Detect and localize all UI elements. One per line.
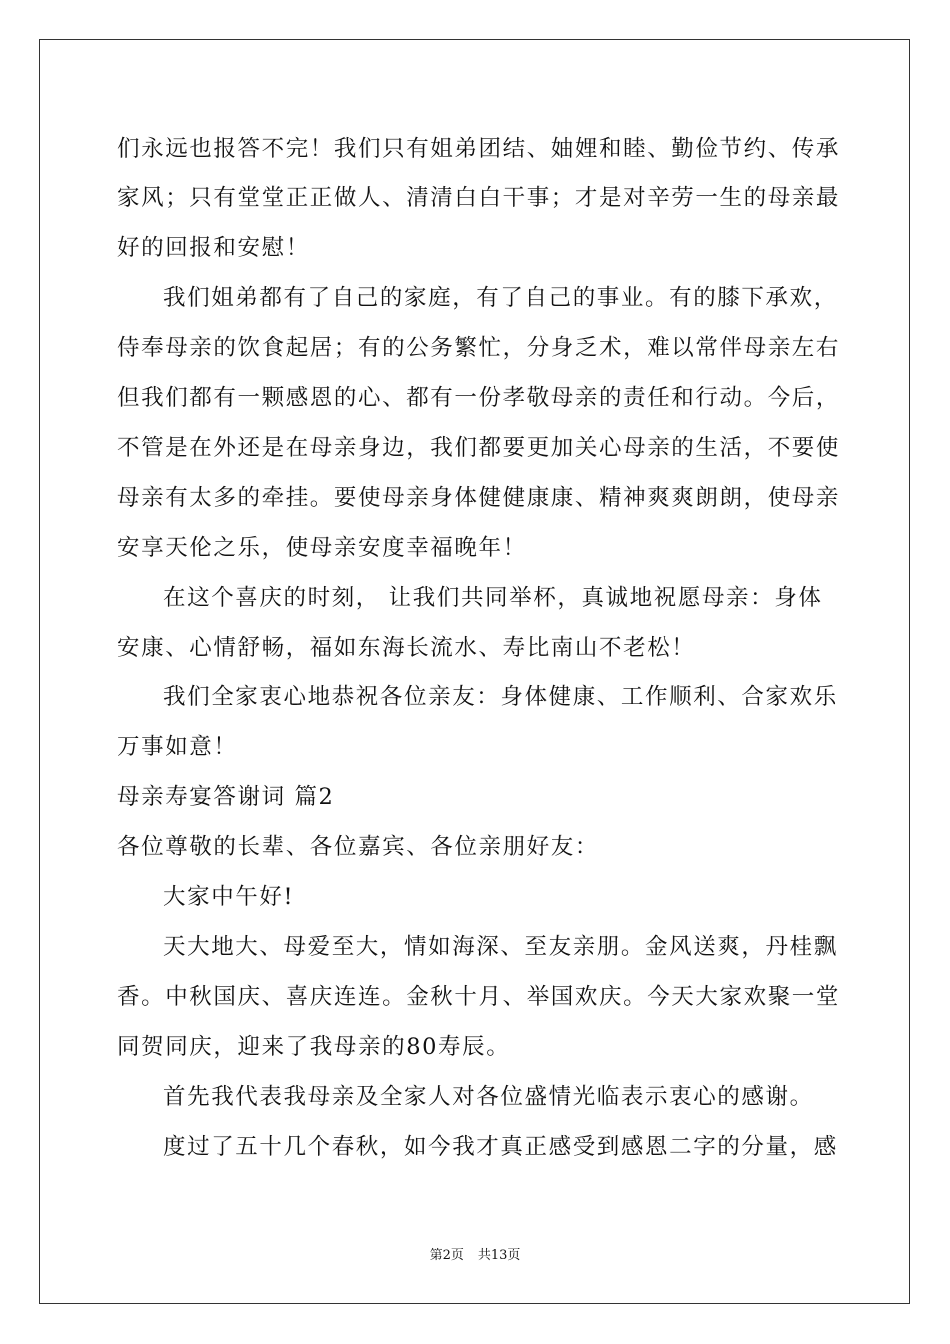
body-text-line: 度过了五十几个春秋，如今我才真正感受到感恩二字的分量，感 [163, 1134, 838, 1160]
body-text-line: 安享天伦之乐，使母亲安度幸福晚年！ [117, 535, 527, 561]
page-footer [0, 1247, 950, 1265]
body-text-line: 但我们都有一颗感恩的心、都有一份孝敬母亲的责任和行动。今后， [117, 385, 841, 411]
greeting: 大家中午好! [163, 884, 295, 910]
salutation: 各位尊敬的长辈、各位嘉宾、各位亲朋好友： [117, 834, 600, 860]
body-text-line: 我们姐弟都有了自己的家庭，有了自己的事业。有的膝下承欢， [163, 285, 838, 311]
body-text-line: 安康、心情舒畅，福如东海长流水、寿比南山不老松！ [117, 635, 696, 661]
body-text-line: 不管是在外还是在母亲身边，我们都要更加关心母亲的生活，不要使 [117, 435, 841, 461]
page-total: 共13页 [477, 1248, 521, 1263]
body-text-line: 天大地大、母爱至大，情如海深、至友亲朋。金风送爽，丹桂飘 [163, 934, 838, 960]
body-text-line: 家风；只有堂堂正正做人、清清白白干事；才是对辛劳一生的母亲最 [117, 185, 841, 211]
body-text-line: 在这个喜庆的时刻， 让我们共同举杯，真诚地祝愿母亲：身体 [163, 585, 823, 611]
body-text-line: 母亲有太多的牵挂。要使母亲身体健健康康、精神爽爽朗朗，使母亲 [117, 485, 841, 511]
body-text-line: 万事如意！ [117, 734, 238, 760]
page-border [39, 39, 910, 1304]
body-text-line: 同贺同庆，迎来了我母亲的80寿辰。 [117, 1034, 511, 1060]
body-text-line: 首先我代表我母亲及全家人对各位盛情光临表示衷心的感谢。 [163, 1084, 814, 1110]
body-text-line: 我们全家衷心地恭祝各位亲友：身体健康、工作顺利、合家欢乐 [163, 684, 838, 710]
body-text-line: 侍奉母亲的饮食起居；有的公务繁忙，分身乏术，难以常伴母亲左右 [117, 335, 841, 361]
body-text-line: 好的回报和安慰！ [117, 235, 310, 261]
body-text-line: 香。中秋国庆、喜庆连连。金秋十月、举国欢庆。今天大家欢聚一堂 [117, 984, 841, 1010]
section-heading: 母亲寿宴答谢词 篇2 [117, 784, 335, 810]
body-text-line: 们永远也报答不完！我们只有姐弟团结、妯娌和睦、勤俭节约、传承 [117, 136, 841, 162]
page-number: 第2页 [429, 1248, 464, 1263]
